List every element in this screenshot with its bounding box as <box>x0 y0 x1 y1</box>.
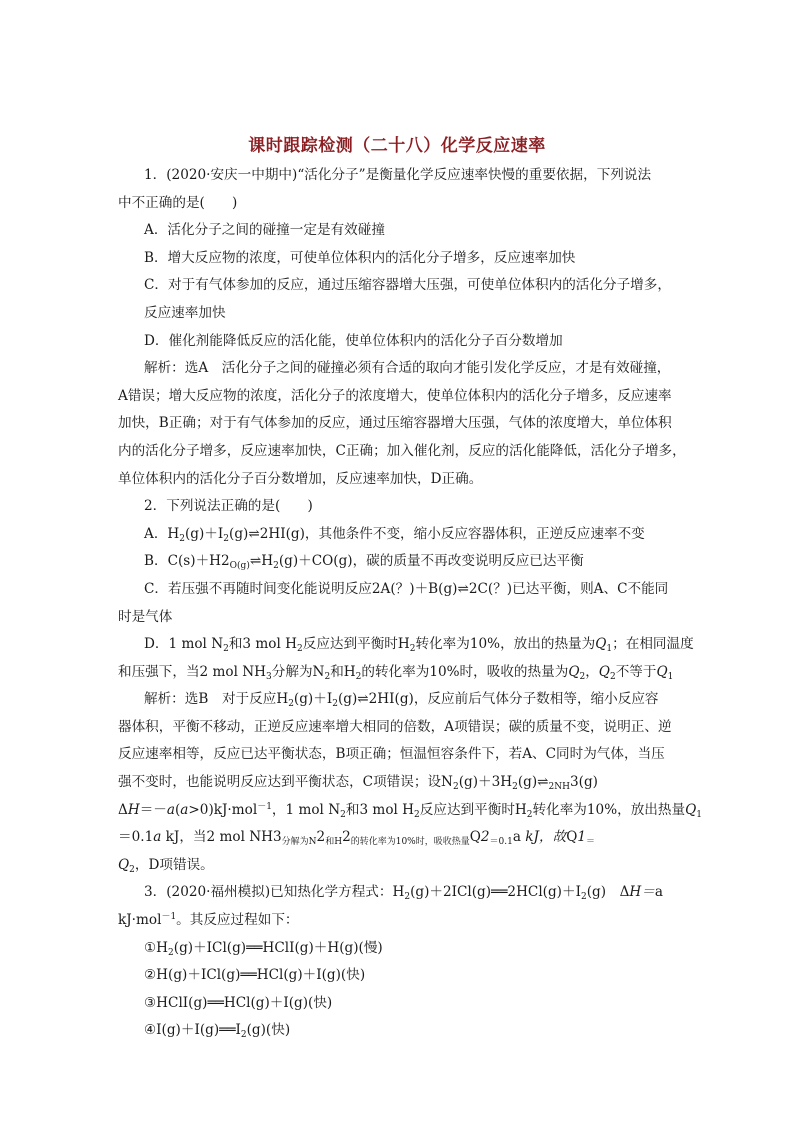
text-line <box>118 741 683 769</box>
subscript: 3 <box>266 671 272 682</box>
subscript: 2 <box>355 671 362 682</box>
subscript: 2 <box>340 809 346 820</box>
italic-symbol: Q <box>656 663 668 680</box>
text-run: ①H <box>144 939 169 956</box>
text-run: (g)＋I <box>185 525 224 542</box>
text-run: A．活化分子之间的碰撞一定是有效碰撞 <box>144 222 385 239</box>
text-line <box>118 217 683 245</box>
text-run: ＝－ <box>139 801 167 818</box>
subscript: 2 <box>409 644 416 655</box>
text-line <box>118 272 683 300</box>
subscript: ＝0.1 <box>489 837 513 848</box>
text-run: 2C(？)已达平衡，则A、C不能同 <box>468 580 669 597</box>
text-run: D．催化剂能降低反应的活化能，使单位体积内的活化分子百分数增加 <box>144 332 563 349</box>
text-line <box>118 769 683 797</box>
subscript: 的转化率为10%时，吸收热量 <box>350 837 470 848</box>
text-run: 强不变时，也能说明反应达到平衡状态，C项错误；设N <box>118 774 453 791</box>
text-run: C．若压强不再随时间变化能说明反应2A(？)＋B(g) <box>144 580 458 597</box>
text-run: (g) <box>229 525 249 542</box>
text-run: 和H <box>330 663 356 680</box>
text-line <box>118 852 683 880</box>
text-line <box>118 714 683 742</box>
page-title: 课时跟踪检测（二十八）化学反应速率 <box>248 136 546 156</box>
superscript: －1 <box>257 801 272 812</box>
text-run: A错误；增大反应物的浓度，活化分子的浓度增大，使单位体积内的活化分子增多，反应速率 <box>118 387 672 404</box>
text-run: Δ <box>118 801 128 818</box>
text-run: 反应速率相等，反应已达平衡状态，B项正确；恒温恒容条件下，若A、C同时为气体，当压 <box>118 746 665 763</box>
text-run: ③HClI(g)══HCl(g)＋I(g)(快) <box>144 994 333 1011</box>
text-run: 2 <box>342 829 351 846</box>
text-run: 2．下列说法正确的是( ) <box>144 498 313 515</box>
subscript: 2 <box>324 671 331 682</box>
text-run: ＝0.1 <box>118 829 154 846</box>
subscript: 分解为N <box>281 837 317 848</box>
italic-symbol: Q <box>118 856 130 873</box>
subscript: 2 <box>404 892 411 903</box>
text-run: 不等于 <box>615 663 657 680</box>
text-line <box>118 797 702 825</box>
subscript: 2 <box>179 533 185 544</box>
subscript: 2 <box>526 809 533 820</box>
text-run: 1．(2020·安庆一中期中)“活化分子”是衡量化学反应速率快慢的重要依据，下列说法 <box>144 167 652 183</box>
text-run: ，1 mol N <box>271 801 341 818</box>
text-run: Q <box>566 829 578 846</box>
subscript: 2 <box>223 644 229 655</box>
text-run: 2 <box>221 553 230 570</box>
italic-symbol: 2 <box>480 829 490 846</box>
text-line <box>118 190 683 218</box>
subscript: 1 <box>606 644 613 655</box>
text-run: D．1 mol N <box>144 636 224 653</box>
text-run: Q <box>469 829 481 846</box>
text-run: ②H(g)＋ICl(g)══HCl(g)＋I(g)(快) <box>144 967 366 984</box>
text-line <box>118 410 683 438</box>
document-body <box>118 162 702 1045</box>
text-run: ⇌ <box>248 525 260 542</box>
italic-symbol: Q <box>595 636 607 653</box>
text-run: 中不正确的是( ) <box>118 194 238 211</box>
text-run: (g)＋3H <box>458 774 513 791</box>
superscript: －1 <box>161 912 177 923</box>
text-run: 解析：选B 对于反应H <box>144 691 289 708</box>
text-run: ⇌ <box>457 580 469 597</box>
text-run: 内的活化分子增多，反应速率加快，C正确；加入催化剂，反应的活化能降低，活化分子增多， <box>118 442 686 459</box>
text-run: 时是气体 <box>118 608 173 625</box>
text-run: ；在相同温度 <box>612 636 694 653</box>
text-run: 反应速率加快 <box>144 304 226 321</box>
text-run: 转化率为10%，放出的热量为 <box>415 636 596 653</box>
text-run: >0)kJ·mol <box>188 801 258 818</box>
subscript: 2 <box>240 1030 247 1041</box>
subscript: 2 <box>452 782 459 793</box>
text-run: 和3 mol H <box>228 636 298 653</box>
italic-symbol: a <box>180 801 189 818</box>
text-run: H <box>261 553 274 570</box>
text-line <box>118 1017 683 1045</box>
text-run: ， <box>585 663 599 680</box>
text-run: (g) <box>517 774 538 791</box>
subscript: 2 <box>580 892 587 903</box>
text-line <box>118 355 683 383</box>
text-line <box>118 245 683 273</box>
italic-symbol: 1 <box>577 829 586 846</box>
text-run: ，D项错误。 <box>134 856 214 873</box>
text-run: (g) <box>337 691 358 708</box>
subscript: 1 <box>696 809 702 820</box>
subscript: 2 <box>129 864 135 875</box>
text-run: 反应达到平衡时H <box>419 801 527 818</box>
text-run: (g) <box>578 774 598 791</box>
text-run: 转化率为10%，放出热量 <box>532 801 686 818</box>
text-run: (g)(快) <box>246 1022 291 1039</box>
text-run: 和3 mol H <box>345 801 415 818</box>
text-run: (g)＋ICl(g)══HClI(g)＋H(g)(慢) <box>173 939 383 956</box>
text-run: 3．(2020·福州模拟)已知热化学方程式：H <box>144 884 405 901</box>
subscript: O(g) <box>229 561 250 572</box>
italic-symbol: H <box>127 801 140 818</box>
text-line <box>118 604 683 632</box>
subscript: 2 <box>288 699 294 710</box>
subscript: 2 <box>512 782 518 793</box>
italic-symbol: Q <box>568 663 580 680</box>
text-line <box>118 438 686 466</box>
text-line <box>118 631 694 659</box>
text-run: (g)＋I <box>293 691 333 708</box>
text-run: B．增大反应物的浓度，可使单位体积内的活化分子增多，反应速率加快 <box>144 249 576 266</box>
text-run: ⇌ <box>357 691 369 708</box>
text-run: a <box>512 829 521 846</box>
text-run: 2 <box>316 829 326 846</box>
text-run: 单位体积内的活化分子百分数增加，反应速率加快，D正确。 <box>118 470 483 487</box>
text-run: a <box>654 884 663 901</box>
text-run: 器体积，平衡不移动，正逆反应速率增大相同的倍数，A项错误；碳的质量不变，说明正、逆 <box>118 718 672 735</box>
text-run: (g)＋2ICl(g)══2HCl(g)＋I <box>410 884 581 901</box>
text-run: 反应达到平衡时H <box>302 636 410 653</box>
subscript: 2NH <box>548 782 570 793</box>
text-run: 的转化率为10%时，吸收的热量为 <box>361 663 569 680</box>
italic-symbol: ＝ <box>641 884 655 901</box>
text-run: ⇌ <box>537 774 549 791</box>
subscript: 2 <box>332 699 338 710</box>
subscript: 1 <box>667 671 674 682</box>
italic-symbol: Q <box>685 801 697 818</box>
text-line <box>118 686 683 714</box>
text-run: 。其反应过程如下： <box>176 912 299 929</box>
italic-symbol: a <box>166 801 175 818</box>
text-run: kJ·mol <box>118 912 162 929</box>
text-run: kJ，当2 mol NH <box>161 829 273 846</box>
subscript: 2 <box>414 809 420 820</box>
subscript: ＝ <box>586 837 596 848</box>
text-run: (g)＋CO(g)，碳的质量不再改变说明反应已达平衡 <box>278 553 584 570</box>
text-line <box>118 548 683 576</box>
text-run: B．C(s)＋H <box>144 553 222 570</box>
text-run: 分解为N <box>271 663 325 680</box>
text-run: 2HI(g)，反应前后气体分子数相等，缩小反应容 <box>368 691 659 708</box>
text-line <box>118 162 683 190</box>
italic-symbol: H <box>629 884 642 901</box>
text-run: (g) Δ <box>586 884 630 901</box>
text-line <box>118 328 683 356</box>
text-run: ( <box>174 801 181 818</box>
text-run: 和压强下，当2 mol NH <box>118 663 267 680</box>
text-line <box>118 824 683 852</box>
text-line <box>118 521 683 549</box>
text-run: 3 <box>569 774 579 791</box>
subscript: 2 <box>579 671 586 682</box>
text-line <box>118 935 683 963</box>
text-run: A．H <box>144 525 180 542</box>
text-line <box>118 300 683 328</box>
italic-symbol: a <box>153 829 162 846</box>
subscript: 2 <box>168 947 174 958</box>
italic-symbol: kJ，故 <box>520 829 567 846</box>
text-line <box>118 907 683 935</box>
text-run: C．对于有气体参加的反应，通过压缩容器增大压强，可使单位体积内的活化分子增多， <box>144 277 671 294</box>
text-run: 解析：选A 活化分子之间的碰撞必须有合适的取向才能引发化学反应，才是有效碰撞， <box>144 360 671 377</box>
subscript: 2 <box>297 644 303 655</box>
text-run: ⇌ <box>249 553 262 570</box>
italic-symbol: Q <box>598 663 610 680</box>
text-line <box>118 962 683 990</box>
text-run: 3 <box>273 829 282 846</box>
subscript: 2 <box>223 533 230 544</box>
text-line <box>118 493 683 521</box>
subscript: 2 <box>273 561 279 572</box>
text-run: 2HI(g)，其他条件不变，缩小反应容器体积，正逆反应速率不变 <box>259 525 645 542</box>
subscript: 2 <box>609 671 616 682</box>
text-run: 加快，B正确；对于有气体参加的反应，通过压缩容器增大压强，气体的浓度增大，单位体积 <box>118 415 672 432</box>
text-line <box>118 990 683 1018</box>
text-line <box>118 576 683 604</box>
text-line <box>118 879 683 907</box>
text-line <box>118 466 683 494</box>
text-line <box>118 383 683 411</box>
text-run: ④I(g)＋I(g)══I <box>144 1022 241 1039</box>
subscript: 和H <box>325 837 343 848</box>
text-line <box>118 659 683 687</box>
